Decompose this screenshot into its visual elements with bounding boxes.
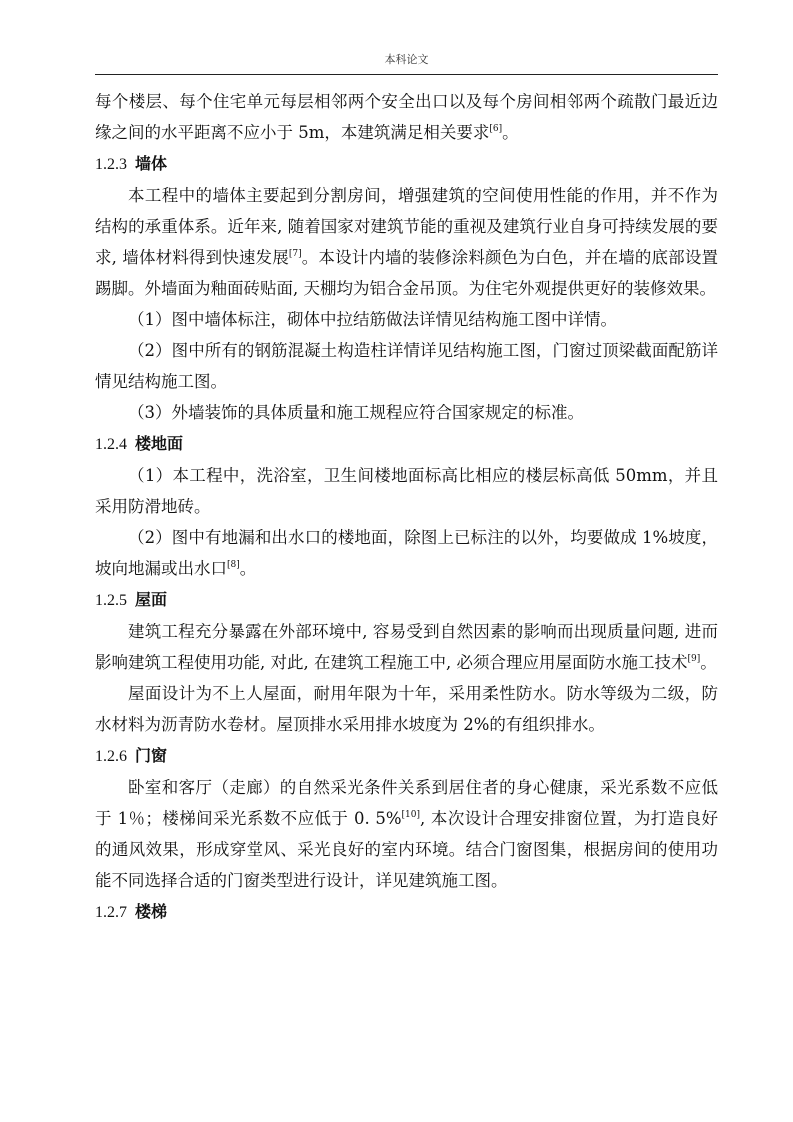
paragraph: 卧室和客厅（走廊）的自然采光条件关系到居住者的身心健康，采光系数不应低于 1％；楼梯间采光系数不应低于 0. 5%[10], 本次设计合理安排窗位置，为打造良好的通风效果，形成穿堂风、采光良好的室内环境。结合门窗图集，根据房间的使用功能不同选择合适的门窗类型进行设计，详见建筑施工图。 [95,778,718,890]
citation: [8] [227,560,240,570]
paragraph: 每个楼层、每个住宅单元每层相邻两个安全出口以及每个房间相邻两个疏散门最近边缘之间的水平距离不应小于 5m，本建筑满足相关要求[6]。 [95,92,718,142]
list-item: （1）本工程中，洗浴室，卫生间楼地面标高比相应的楼层标高低 50mm，并且采用防滑地砖。 [95,466,718,516]
paragraph: 本工程中的墙体主要起到分割房间，增强建筑的空间使用性能的作用，并不作为结构的承重体系。近年来, 随着国家对建筑节能的重视及建筑行业自身可持续发展的要求, 墙体材料得到快速发展[7]。本设计内墙的装修涂料颜色为白色，并在墙的底部设置踢脚。外墙面为釉面砖贴面, 天棚均为铝合金吊顶。为住宅外观提供更好的装修效果。 [95,186,718,298]
paragraph: 屋面设计为不上人屋面，耐用年限为十年，采用柔性防水。防水等级为二级，防水材料为沥青防水卷材。屋顶排水采用排水坡度为 2%的有组织排水。 [95,684,718,734]
page-header [95,52,718,75]
citation: [9] [687,654,701,664]
section-heading: 1.2.5 屋面 [95,590,168,609]
section-heading: 1.2.3 墙体 [95,154,168,173]
paragraph: 建筑工程充分暴露在外部环境中, 容易受到自然因素的影响而出现质量问题, 进而影响建筑工程使用功能, 对此, 在建筑工程施工中, 必须合理应用屋面防水施工技术[9]。 [95,622,718,672]
section-heading: 1.2.7 楼梯 [95,902,168,921]
citation: [10] [401,810,421,820]
list-item: （2）图中所有的钢筋混凝土构造柱详情详见结构施工图，门窗过顶梁截面配筋详情见结构施工图。 [95,341,718,391]
list-item: （1）图中墙体标注，砌体中拉结筋做法详情见结构施工图中详情。 [128,310,617,329]
section-heading: 1.2.6 门窗 [95,746,168,765]
citation: [6] [489,124,503,134]
citation: [7] [288,249,302,259]
list-item: （3）外墙装饰的具体质量和施工规程应符合国家规定的标准。 [128,403,584,422]
section-heading: 1.2.4 楼地面 [95,434,184,453]
header-title: 本科论文 [384,53,429,66]
document-body [95,86,718,928]
list-item: （2）图中有地漏和出水口的楼地面，除图上已标注的以外，均要做成 1%坡度，坡向地漏或出水口[8]。 [95,528,718,578]
